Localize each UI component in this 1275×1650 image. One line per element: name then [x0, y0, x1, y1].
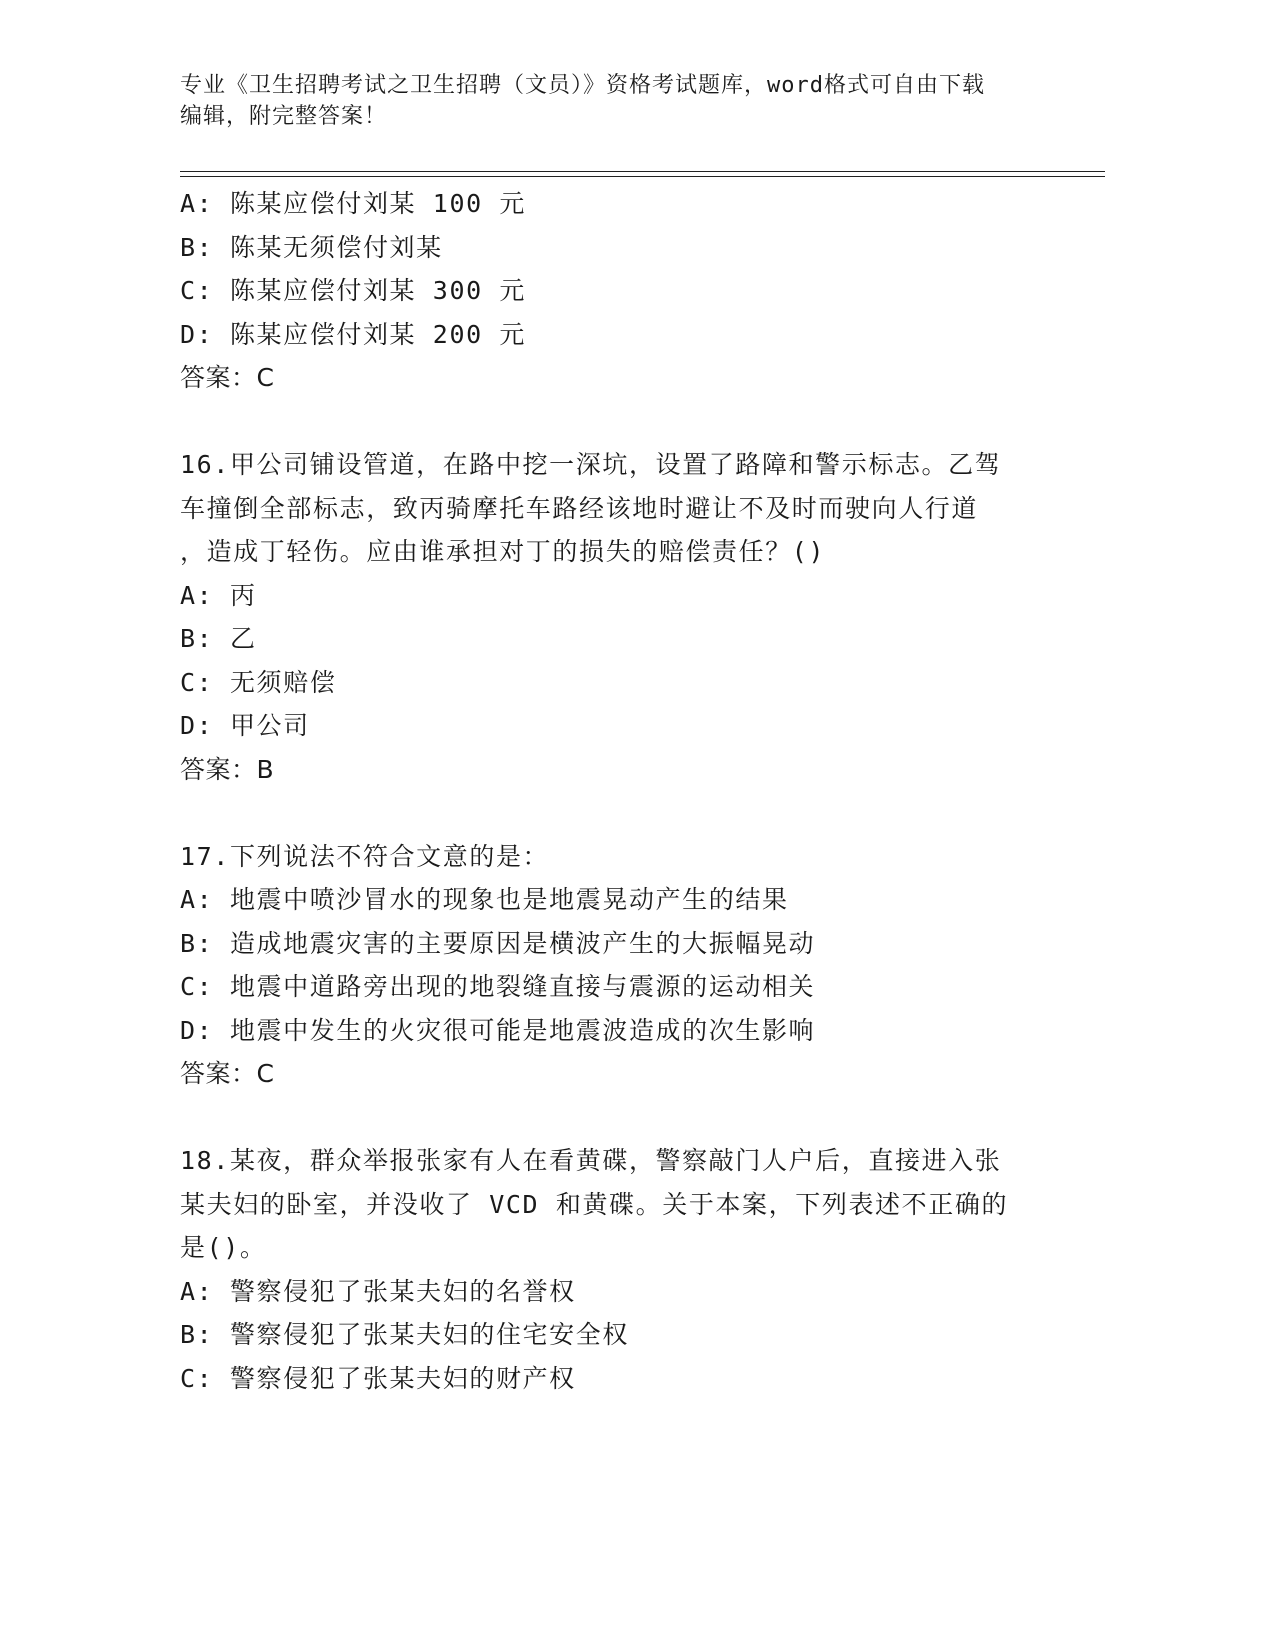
question-content: [180, 182, 1050, 1400]
spacer: [180, 1096, 1050, 1140]
option-d: D: 地震中发生的火灾很可能是地震波造成的次生影响: [180, 1015, 816, 1045]
option-a: A: 地震中喷沙冒水的现象也是地震晃动产生的结果: [180, 885, 789, 914]
question-stem-line: 车撞倒全部标志，致丙骑摩托车路经该地时避让不及时而驶向人行道: [180, 493, 979, 523]
option-c: C: 无须赔偿: [180, 667, 337, 697]
question-stem-line: ，造成丁轻伤。应由谁承担对丁的损失的赔偿责任？(): [180, 537, 826, 566]
question-stem-line: 18.某夜，群众举报张家有人在看黄碟，警察敲门人户后，直接进入张: [180, 1146, 1002, 1175]
question-stem-line: 16.甲公司铺设管道，在路中挖一深坑，设置了路障和警示标志。乙驾: [180, 450, 1002, 479]
option-a: A: 警察侵犯了张某夫妇的名誉权: [180, 1276, 576, 1306]
question-15: [180, 182, 1050, 400]
option-b: B: 乙: [180, 624, 257, 653]
header-line-1: 专业《卫生招聘考试之卫生招聘（文员）》资格考试题库，word格式可自由下载: [180, 73, 985, 98]
option-d: D: 陈某应偿付刘某 200 元: [180, 319, 527, 349]
header-divider-bottom: [180, 176, 1105, 177]
option-c: C: 地震中道路旁出现的地裂缝直接与震源的运动相关: [180, 972, 816, 1001]
answer: 答案：B: [180, 754, 275, 784]
option-a: A: 丙: [180, 580, 257, 610]
option-b: B: 警察侵犯了张某夫妇的住宅安全权: [180, 1320, 629, 1349]
answer: 答案：C: [180, 363, 275, 392]
option-a: A: 陈某应偿付刘某 100 元: [180, 189, 527, 218]
question-16: [180, 443, 1050, 791]
question-stem-line: 是()。: [180, 1233, 267, 1262]
question-stem-line: 17.下列说法不符合文意的是：: [180, 841, 550, 871]
option-c: C: 陈某应偿付刘某 300 元: [180, 276, 527, 305]
option-d: D: 甲公司: [180, 711, 310, 740]
question-17: [180, 835, 1050, 1096]
question-stem-line: 某夫妇的卧室，并没收了 VCD 和黄碟。关于本案，下列表述不正确的: [180, 1189, 1009, 1219]
option-b: B: 造成地震灾害的主要原因是横波产生的大振幅晃动: [180, 928, 816, 958]
option-b: B: 陈某无须偿付刘某: [180, 232, 443, 262]
header-divider-top: [180, 171, 1105, 172]
header-line-2: 编辑，附完整答案！: [180, 104, 388, 129]
question-18: [180, 1139, 1050, 1400]
spacer: [180, 791, 1050, 835]
document-header: [180, 70, 1040, 132]
spacer: [180, 400, 1050, 444]
answer: 答案：C: [180, 1059, 275, 1088]
option-c: C: 警察侵犯了张某夫妇的财产权: [180, 1363, 576, 1393]
